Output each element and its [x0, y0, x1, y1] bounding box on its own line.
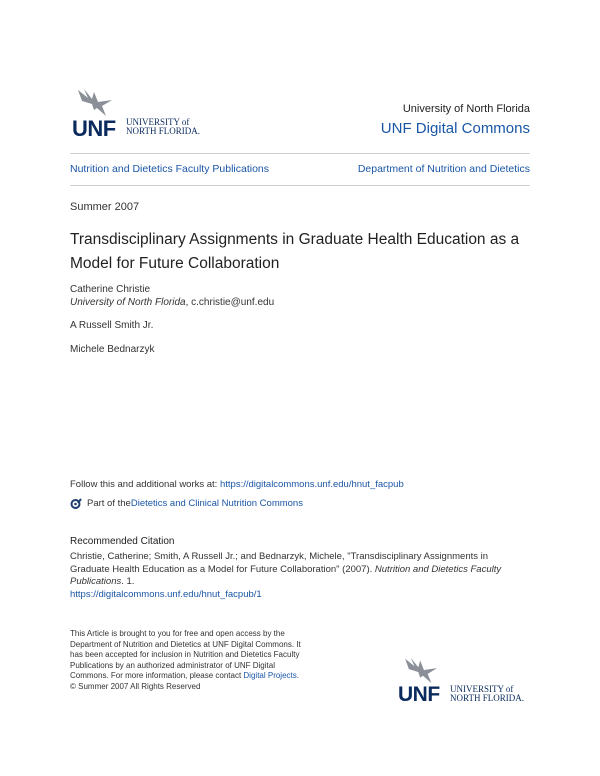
logo-unf-text: UNF	[398, 683, 440, 706]
article-title: Transdisciplinary Assignments in Graduate Health Education as a Model for Future Collaboration	[70, 231, 520, 272]
repository-link[interactable]: UNF Digital Commons	[380, 120, 530, 137]
author-1-email[interactable]: c.christie@unf.edu	[191, 297, 275, 308]
institution-block	[381, 103, 530, 137]
author-2-name: A Russell Smith Jr.	[70, 320, 154, 331]
copyright: © Summer 2007 All Rights Reserved	[70, 681, 201, 691]
author-1-affiliation: University of North Florida, c.christie@unf.edu	[70, 297, 275, 308]
logo-unf-text: UNF	[72, 116, 116, 141]
part-of-line: Part of the Dietetics and Clinical Nutrition Commons	[70, 497, 303, 510]
department-link[interactable]: Department of Nutrition and Dietetics	[357, 163, 530, 175]
divider-bottom	[70, 185, 530, 186]
discipline-link[interactable]: Dietetics and Clinical Nutrition Commons	[130, 498, 303, 509]
citation-url-link[interactable]: https://digitalcommons.unf.edu/hnut_facpub/1	[70, 588, 262, 600]
open-access-icon	[70, 497, 83, 510]
divider-top	[70, 153, 530, 154]
logo-university-text: UNIVERSITY of NORTH FLORIDA.	[450, 684, 524, 704]
institution-name: University of North Florida	[402, 103, 530, 115]
follow-line: Follow this and additional works at: https://digitalcommons.unf.edu/hnut_facpub	[70, 479, 404, 490]
citation-heading: Recommended Citation	[70, 536, 175, 547]
publication-date: Summer 2007	[70, 201, 140, 213]
citation-text: Christie, Catherine; Smith, A Russell Jr.; and Bednarzyk, Michele, "Transdisciplinary Assignments in Graduate Health Education as a Model for Future Collaboration" (2007). Nutrition and Dietetics Faculty Publications. 1. https://digitalcommons.unf.edu/hnut_facpub/1	[70, 551, 502, 600]
contact-link[interactable]: Digital Projects	[243, 671, 297, 680]
follow-url-link[interactable]: https://digitalcommons.unf.edu/hnut_facpub	[219, 479, 404, 490]
unf-logo-top[interactable]	[72, 86, 212, 140]
osprey-logo-icon	[72, 86, 122, 120]
author-1-name: Catherine Christie	[70, 284, 151, 295]
collection-link[interactable]: Nutrition and Dietetics Faculty Publications	[70, 163, 270, 175]
access-notice: This Article is brought to you for free and open access by the Department of Nutrition and Dietetics at UNF Digital Commons. It has been accepted for inclusion in Nutrition and Dietetics Faculty Publications by an authorized administrator of UNF Digital Commons. For more information, please contact Digital Projects. © Summer 2007 All Rights Reserved	[70, 629, 301, 691]
logo-university-text: UNIVERSITY of NORTH FLORIDA.	[126, 117, 200, 137]
author-1	[70, 283, 274, 309]
author-3-name: Michele Bednarzyk	[70, 344, 155, 355]
unf-logo-bottom[interactable]	[398, 655, 533, 709]
